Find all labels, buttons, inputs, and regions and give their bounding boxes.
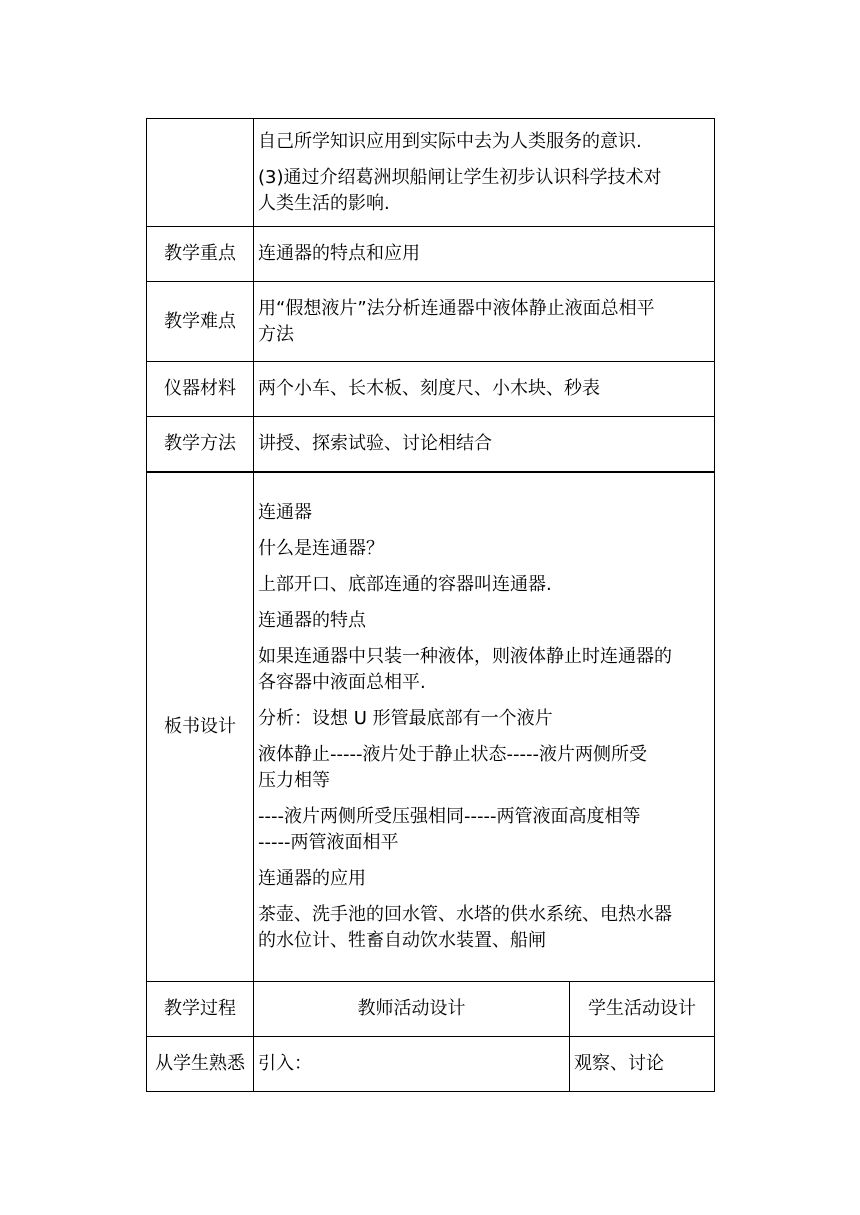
student-activity-header: 学生活动设计	[570, 982, 715, 1037]
difficulties-row	[147, 282, 715, 362]
process-label: 教学过程	[147, 982, 254, 1037]
intro-label: 从学生熟悉	[147, 1037, 254, 1092]
methods-value: 讲授、探索试验、讨论相结合	[254, 417, 715, 472]
board-design-row	[147, 472, 715, 982]
board-line: 分析：设想 U 形管最底部有一个液片	[258, 707, 553, 729]
key-points-label: 教学重点	[147, 227, 254, 282]
board-design-label: 板书设计	[147, 472, 254, 982]
board-line: 连通器的应用	[258, 867, 366, 889]
difficulties-cell	[254, 282, 715, 362]
process-header-row	[147, 982, 715, 1037]
methods-row	[147, 417, 715, 472]
board-heading: 连通器	[258, 501, 312, 523]
difficulties-line: 用“假想液片”法分析连通器中液体静止液面总相平	[258, 297, 655, 319]
key-points-row	[147, 227, 715, 282]
objectives-cell	[254, 119, 715, 227]
methods-label: 教学方法	[147, 417, 254, 472]
board-line: 上部开口、底部连通的容器叫连通器.	[258, 573, 552, 595]
difficulties-line: 方法	[258, 323, 294, 345]
materials-row	[147, 362, 715, 417]
objectives-label-cell	[147, 119, 254, 227]
board-line: 的水位计、牲畜自动饮水装置、船闸	[258, 929, 546, 951]
materials-value: 两个小车、长木板、刻度尺、小木块、秒表	[254, 362, 715, 417]
objectives-row	[147, 119, 715, 227]
intro-row	[147, 1037, 715, 1092]
board-line: 连通器的特点	[258, 609, 366, 631]
board-line: 液体静止-----液片处于静止状态-----液片两侧所受	[258, 743, 647, 765]
lesson-plan-table	[146, 118, 715, 1092]
key-points-value: 连通器的特点和应用	[254, 227, 715, 282]
teacher-activity-header: 教师活动设计	[254, 982, 570, 1037]
intro-student-activity: 观察、讨论	[570, 1037, 715, 1092]
objectives-line: 人类生活的影响.	[258, 192, 390, 214]
board-line: 各容器中液面总相平.	[258, 671, 426, 693]
intro-teacher-activity: 引入：	[254, 1037, 570, 1092]
board-line: -----两管液面相平	[258, 831, 399, 853]
board-line: 什么是连通器？	[258, 537, 384, 559]
board-line: 茶壶、洗手池的回水管、水塔的供水系统、电热水器	[258, 903, 672, 925]
objectives-line: 自己所学知识应用到实际中去为人类服务的意识.	[258, 130, 642, 152]
objectives-line: (3)通过介绍葛洲坝船闸让学生初步认识科学技术对	[258, 166, 662, 188]
board-design-cell	[254, 472, 715, 982]
board-line: 如果连通器中只装一种液体，则液体静止时连通器的	[258, 645, 672, 667]
difficulties-label: 教学难点	[147, 282, 254, 362]
board-line: 压力相等	[258, 769, 330, 791]
lesson-plan	[146, 118, 714, 1092]
board-line: ----液片两侧所受压强相同-----两管液面高度相等	[258, 805, 641, 827]
materials-label: 仪器材料	[147, 362, 254, 417]
